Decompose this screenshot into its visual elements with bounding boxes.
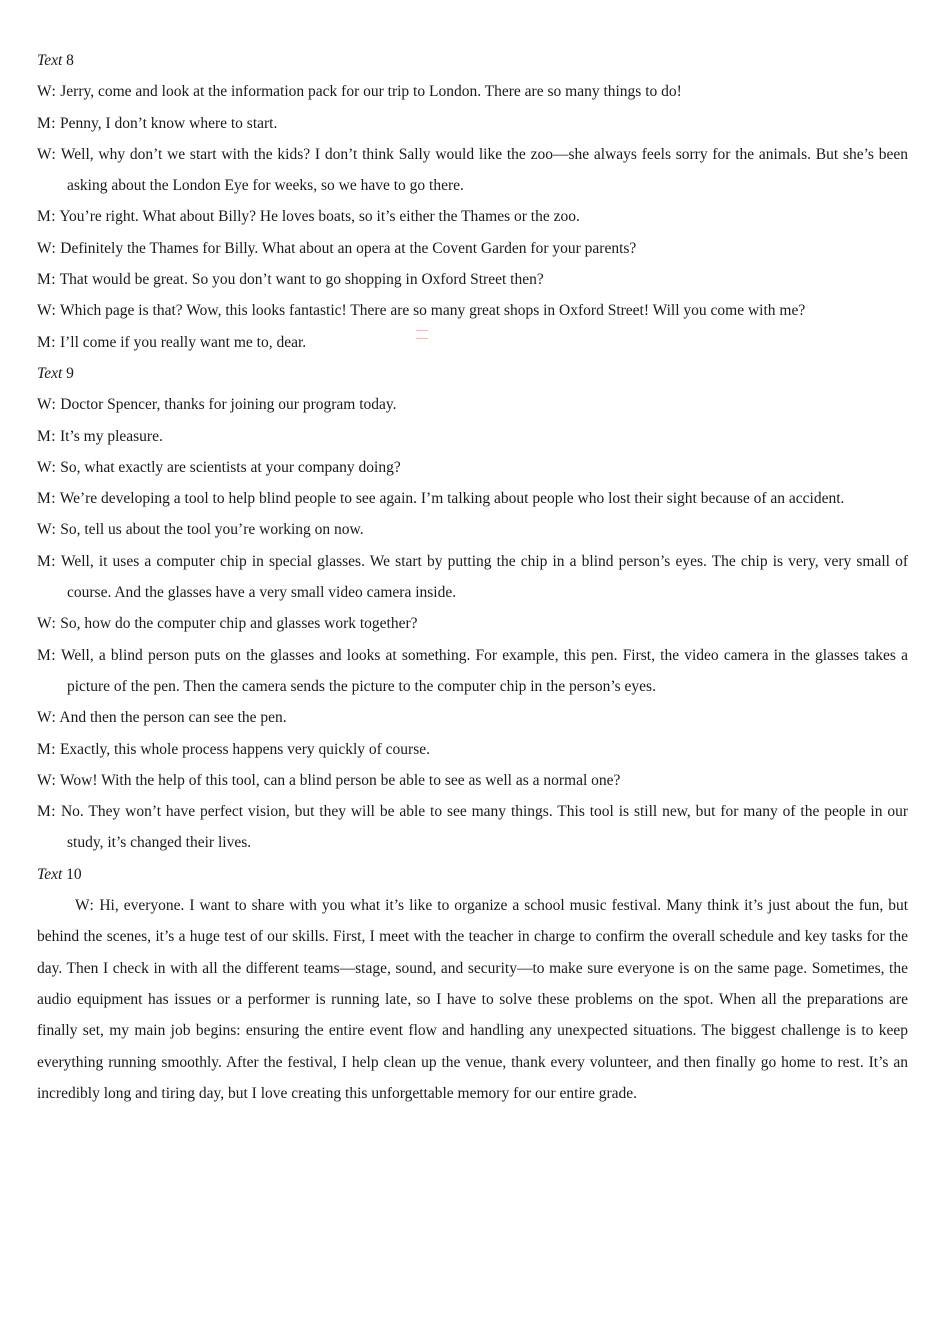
dialogue-line <box>37 389 908 420</box>
text9-heading <box>37 358 908 389</box>
speaker-label: W: <box>37 458 57 476</box>
speaker-label: W: <box>37 396 57 414</box>
dialogue-line <box>37 734 908 765</box>
speaker-label: W: <box>37 83 57 101</box>
speaker-label: W: <box>75 897 95 915</box>
speaker-label: W: <box>37 145 57 163</box>
text9-heading-number: 9 <box>66 364 74 382</box>
dialogue-line <box>37 108 908 139</box>
monologue-text: Hi, everyone. I want to share with you what it’s like to organize a school music festival. Many think it’s just about the fun, but behind the scenes, it’s a huge test of our skills. First, I meet with the teacher in charge to confirm the overall schedule and key tasks for the day. Then I check in with all the different teams—stage, sound, and security—to make sure everyone is on the same page. Sometimes, the audio equipment has issues or a performer is running late, so I have to solve these problems on the spot. When all the preparations are finally set, my main job begins: ensuring the entire event flow and handling any unexpected situations. The biggest challenge is to keep everything running smoothly. After the festival, I help clean up the venue, thank every volunteer, and then finally go home to rest. It’s an incredibly long and tiring day, but I love creating this unforgettable memory for our entire grade. <box>37 897 909 1102</box>
speaker-label: M: <box>37 803 57 821</box>
dialogue-text: Well, it uses a computer chip in special glasses. We start by putting the chip in a blind person’s eyes. The chip is very, very small of course. And the glasses have a very small video camera inside. <box>60 552 908 602</box>
dialogue-text: Well, why don’t we start with the kids? I don’t think Sally would like the zoo—she always feels sorry for the animals. But she’s been asking about the London Eye for weeks, so we have to go there. <box>60 145 908 195</box>
dialogue-line <box>37 546 908 609</box>
text8-heading-number: 8 <box>66 52 74 69</box>
dialogue-text: That would be great. So you don’t want to go shopping in Oxford Street then? <box>59 271 544 289</box>
dialogue-line <box>37 796 908 859</box>
text9-heading-label: Text <box>37 364 63 382</box>
dialogue-text: So, tell us about the tool you’re working on now. <box>60 521 364 539</box>
text10-heading-number: 10 <box>66 865 82 883</box>
dialogue-text: No. They won’t have perfect vision, but they will be able to see many things. This tool is still new, but for many of the people in our study, it’s changed their lives. <box>60 803 909 852</box>
dialogue-line <box>37 76 908 107</box>
speaker-label: M: <box>37 427 57 445</box>
dialogue-line <box>37 514 908 545</box>
speaker-label: W: <box>37 521 57 539</box>
speaker-label: M: <box>37 552 57 570</box>
dialogue-text: Which page is that? Wow, this looks fantastic! There are so many great shops in Oxford Street! Will you come with me? <box>59 302 806 320</box>
dialogue-line <box>37 233 908 264</box>
text8-heading-label: Text <box>37 52 63 69</box>
dialogue-text: We’re developing a tool to help blind people to see again. I’m talking about people who lost their sight because of an accident. <box>59 490 845 508</box>
dialogue-text: So, how do the computer chip and glasses work together? <box>60 615 418 633</box>
dialogue-line <box>37 702 908 733</box>
dialogue-line <box>37 421 908 452</box>
dialogue-text: Wow! With the help of this tool, can a blind person be able to see as well as a normal one? <box>59 771 621 789</box>
dialogue-line <box>37 139 908 202</box>
text8-heading <box>37 45 908 76</box>
speaker-label: M: <box>37 646 57 664</box>
dialogue-text: You’re right. What about Billy? He loves boats, so it’s either the Thames or the zoo. <box>59 208 580 226</box>
speaker-label: W: <box>37 709 57 727</box>
speaker-label: M: <box>37 740 57 758</box>
speaker-label: M: <box>37 271 57 289</box>
speaker-label: W: <box>37 302 57 320</box>
dialogue-text: Well, a blind person puts on the glasses and looks at something. For example, this pen. First, the video camera in the glasses takes a picture of the pen. Then the camera sends the picture to the computer chip in the person’s eyes. <box>60 646 908 695</box>
dialogue-text: Exactly, this whole process happens very quickly of course. <box>59 740 431 758</box>
monologue-paragraph <box>37 890 908 1109</box>
speaker-label: M: <box>37 114 57 132</box>
dialogue-line <box>37 640 908 703</box>
dialogue-text: And then the person can see the pen. <box>59 709 287 727</box>
dialogue-line <box>37 264 908 295</box>
dialogue-text: Definitely the Thames for Billy. What about an opera at the Covent Garden for your parents? <box>60 239 637 257</box>
text10-heading <box>37 859 908 890</box>
dialogue-text: It’s my pleasure. <box>59 427 163 445</box>
speaker-label: W: <box>37 771 57 789</box>
dialogue-line <box>37 608 908 639</box>
dialogue-text: Jerry, come and look at the information pack for our trip to London. There are so many things to do! <box>60 83 682 101</box>
speaker-label: M: <box>37 208 57 226</box>
dialogue-line <box>37 327 908 358</box>
dialogue-text: Doctor Spencer, thanks for joining our program today. <box>60 396 397 414</box>
speaker-label: M: <box>37 333 57 351</box>
dialogue-line <box>37 765 908 796</box>
dialogue-line <box>37 452 908 483</box>
dialogue-text: I’ll come if you really want me to, dear. <box>59 333 307 351</box>
dialogue-line <box>37 201 908 232</box>
dialogue-line <box>37 295 908 326</box>
speaker-label: W: <box>37 615 57 633</box>
speaker-label: M: <box>37 490 57 508</box>
stray-mark <box>416 330 428 340</box>
transcript-page <box>37 45 908 1109</box>
speaker-label: W: <box>37 239 57 257</box>
dialogue-text: Penny, I don’t know where to start. <box>59 114 278 132</box>
text10-heading-label: Text <box>37 865 63 883</box>
dialogue-text: So, what exactly are scientists at your company doing? <box>60 458 401 476</box>
dialogue-line <box>37 483 908 514</box>
